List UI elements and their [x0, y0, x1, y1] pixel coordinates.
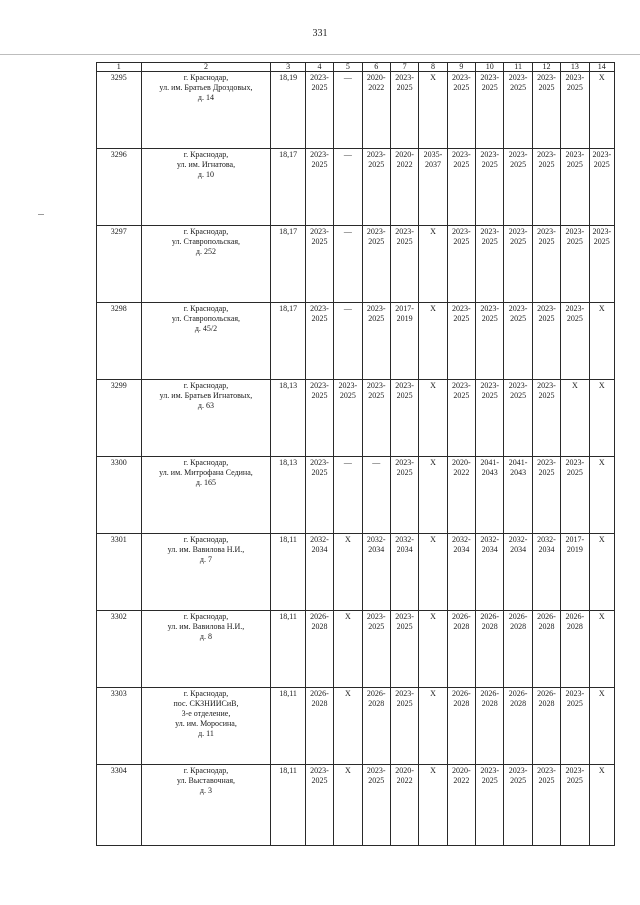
period-cell: —	[334, 149, 362, 226]
period-cell: X	[589, 72, 614, 149]
period-cell: X	[419, 611, 447, 688]
address-line: г. Краснодар,	[183, 381, 229, 390]
period-cell: X	[589, 611, 614, 688]
period-cell: 2023-2025	[532, 457, 560, 534]
period-cell: 2023-2025	[532, 226, 560, 303]
table-row	[97, 457, 615, 534]
period-cell: 2023-2025	[504, 226, 532, 303]
period-cell: X	[334, 611, 362, 688]
record-number: 3302	[97, 611, 142, 688]
period-cell: 2023-2025	[476, 226, 504, 303]
period-cell: 2017-2019	[390, 303, 418, 380]
period-cell: 2026-2028	[532, 688, 560, 765]
period-cell: 2023-2025	[390, 72, 418, 149]
period-cell: 2032-2034	[305, 534, 333, 611]
period-cell: X	[334, 688, 362, 765]
column-number: 8	[419, 63, 447, 72]
record-number: 3304	[97, 765, 142, 846]
period-cell: 2032-2034	[532, 534, 560, 611]
address-cell	[141, 688, 271, 765]
period-cell: —	[362, 457, 390, 534]
period-cell: 2023-2025	[362, 303, 390, 380]
period-cell: 2026-2028	[504, 688, 532, 765]
column-number: 13	[561, 63, 589, 72]
column-3-value: 18,17	[271, 149, 305, 226]
address-line: ул. Ставропольская,	[171, 237, 241, 246]
address-line: д. 3	[199, 786, 212, 795]
period-cell: 2023-2025	[362, 765, 390, 846]
column-number: 6	[362, 63, 390, 72]
period-cell: 2023-2025	[362, 380, 390, 457]
column-number: 12	[532, 63, 560, 72]
period-cell: 2023-2025	[561, 303, 589, 380]
period-cell: 2032-2034	[447, 534, 475, 611]
address-line: г. Краснодар,	[183, 73, 229, 82]
period-cell: 2023-2025	[532, 303, 560, 380]
period-cell: 2023-2025	[476, 149, 504, 226]
period-cell: X	[419, 688, 447, 765]
address-line: ул. Выставочная,	[176, 776, 236, 785]
address-line: ул. им. Моросина,	[175, 719, 237, 728]
period-cell: 2023-2025	[305, 149, 333, 226]
period-cell: 2026-2028	[561, 611, 589, 688]
address-cell	[141, 380, 271, 457]
address-line: д. 8	[199, 632, 212, 641]
period-cell: 2023-2025	[589, 149, 614, 226]
period-cell: 2023-2025	[447, 72, 475, 149]
period-cell: 2023-2025	[504, 149, 532, 226]
period-cell: 2023-2025	[447, 149, 475, 226]
period-cell: X	[419, 226, 447, 303]
period-cell: 2032-2034	[362, 534, 390, 611]
period-cell: 2023-2025	[476, 303, 504, 380]
record-number: 3298	[97, 303, 142, 380]
period-cell: —	[334, 457, 362, 534]
record-number: 3299	[97, 380, 142, 457]
period-cell: X	[419, 303, 447, 380]
period-cell: 2023-2025	[334, 380, 362, 457]
period-cell: 2023-2025	[476, 72, 504, 149]
period-cell: 2026-2028	[504, 611, 532, 688]
period-cell: 2023-2025	[305, 226, 333, 303]
period-cell: X	[589, 688, 614, 765]
period-cell: X	[334, 534, 362, 611]
period-cell: 2023-2025	[447, 380, 475, 457]
address-line: г. Краснодар,	[183, 612, 229, 621]
address-line: г. Краснодар,	[183, 458, 229, 467]
column-number: 5	[334, 63, 362, 72]
period-cell: 2023-2025	[362, 149, 390, 226]
period-cell: 2023-2025	[561, 765, 589, 846]
column-number: 1	[97, 63, 142, 72]
period-cell: 2023-2025	[561, 72, 589, 149]
period-cell: 2026-2028	[447, 688, 475, 765]
address-line: д. 10	[197, 170, 214, 179]
period-cell: 2026-2028	[476, 611, 504, 688]
period-cell: 2023-2025	[305, 765, 333, 846]
period-cell: 2023-2025	[476, 765, 504, 846]
period-cell: 2023-2025	[390, 226, 418, 303]
column-number: 9	[447, 63, 475, 72]
period-cell: 2020-2022	[390, 765, 418, 846]
column-3-value: 18,11	[271, 611, 305, 688]
register-table	[96, 62, 615, 846]
period-cell: X	[589, 457, 614, 534]
address-cell	[141, 72, 271, 149]
period-cell: 2020-2022	[390, 149, 418, 226]
period-cell: —	[334, 303, 362, 380]
period-cell: 2023-2025	[532, 380, 560, 457]
period-cell: X	[334, 765, 362, 846]
period-cell: X	[419, 457, 447, 534]
address-line: ул. им. Вавилова Н.И.,	[167, 622, 245, 631]
period-cell: 2023-2025	[362, 611, 390, 688]
record-number: 3303	[97, 688, 142, 765]
address-cell	[141, 765, 271, 846]
period-cell: 2023-2025	[476, 380, 504, 457]
record-number: 3297	[97, 226, 142, 303]
table-row	[97, 688, 615, 765]
period-cell: 2023-2025	[305, 303, 333, 380]
page-number: 331	[312, 28, 328, 39]
address-line: г. Краснодар,	[183, 535, 229, 544]
period-cell: X	[419, 534, 447, 611]
period-cell: —	[334, 72, 362, 149]
address-cell	[141, 611, 271, 688]
column-3-value: 18,11	[271, 534, 305, 611]
address-cell	[141, 303, 271, 380]
period-cell: X	[561, 380, 589, 457]
column-number: 11	[504, 63, 532, 72]
period-cell: 2032-2034	[504, 534, 532, 611]
period-cell: 2023-2025	[447, 303, 475, 380]
period-cell: X	[589, 303, 614, 380]
period-cell: 2041-2043	[476, 457, 504, 534]
column-number: 10	[476, 63, 504, 72]
record-number: 3301	[97, 534, 142, 611]
period-cell: 2023-2025	[390, 380, 418, 457]
period-cell: 2023-2025	[504, 72, 532, 149]
address-line: г. Краснодар,	[183, 689, 229, 698]
address-line: д. 45/2	[194, 324, 218, 333]
period-cell: X	[419, 72, 447, 149]
address-line: г. Краснодар,	[183, 150, 229, 159]
period-cell: 2023-2025	[589, 226, 614, 303]
period-cell: 2023-2025	[305, 72, 333, 149]
address-line: пос. СКЗНИИСиВ,	[173, 699, 239, 708]
period-cell: 2023-2025	[390, 611, 418, 688]
period-cell: 2032-2034	[476, 534, 504, 611]
address-line: ул. им. Братьев Дроздовых,	[159, 83, 253, 92]
address-cell	[141, 226, 271, 303]
period-cell: 2023-2025	[447, 226, 475, 303]
period-cell: 2023-2025	[305, 380, 333, 457]
period-cell: 2020-2022	[362, 72, 390, 149]
address-line: ул. Ставропольская,	[171, 314, 241, 323]
period-cell: 2023-2025	[504, 303, 532, 380]
header-rule	[0, 54, 640, 55]
column-number: 2	[141, 63, 271, 72]
address-line: д. 252	[195, 247, 216, 256]
table-row	[97, 611, 615, 688]
period-cell: 2026-2028	[362, 688, 390, 765]
period-cell: X	[589, 380, 614, 457]
table-row	[97, 303, 615, 380]
column-number: 14	[589, 63, 614, 72]
period-cell: 2026-2028	[447, 611, 475, 688]
period-cell: 2041-2043	[504, 457, 532, 534]
address-line: д. 7	[199, 555, 212, 564]
column-3-value: 18,13	[271, 457, 305, 534]
address-line: д. 14	[197, 93, 214, 102]
column-3-value: 18,19	[271, 72, 305, 149]
period-cell: 2035-2037	[419, 149, 447, 226]
record-number: 3295	[97, 72, 142, 149]
address-line: д. 11	[198, 729, 214, 738]
period-cell: X	[589, 765, 614, 846]
address-line: ул. им. Братьев Игнатовых,	[159, 391, 253, 400]
column-3-value: 18,17	[271, 226, 305, 303]
column-number: 7	[390, 63, 418, 72]
period-cell: 2023-2025	[532, 149, 560, 226]
period-cell: 2023-2025	[504, 380, 532, 457]
table-row	[97, 380, 615, 457]
table-row	[97, 72, 615, 149]
address-line: г. Краснодар,	[183, 304, 229, 313]
column-3-value: 18,17	[271, 303, 305, 380]
period-cell: 2026-2028	[476, 688, 504, 765]
address-line: 3-е отделение,	[181, 709, 231, 718]
address-line: ул. им. Вавилова Н.И.,	[167, 545, 245, 554]
address-line: г. Краснодар,	[183, 227, 229, 236]
period-cell: 2023-2025	[561, 149, 589, 226]
period-cell: —	[334, 226, 362, 303]
column-number: 4	[305, 63, 333, 72]
period-cell: 2020-2022	[447, 765, 475, 846]
table-row	[97, 765, 615, 846]
period-cell: 2023-2025	[305, 457, 333, 534]
period-cell: 2023-2025	[532, 765, 560, 846]
period-cell: 2026-2028	[305, 688, 333, 765]
period-cell: 2023-2025	[561, 226, 589, 303]
address-cell	[141, 457, 271, 534]
column-3-value: 18,13	[271, 380, 305, 457]
table-row	[97, 534, 615, 611]
period-cell: 2023-2025	[561, 457, 589, 534]
period-cell: 2032-2034	[390, 534, 418, 611]
address-line: д. 63	[197, 401, 214, 410]
period-cell: 2023-2025	[532, 72, 560, 149]
column-3-value: 18,11	[271, 688, 305, 765]
period-cell: 2023-2025	[390, 688, 418, 765]
period-cell: X	[419, 765, 447, 846]
address-line: ул. им. Игнатова,	[176, 160, 236, 169]
period-cell: X	[589, 534, 614, 611]
table-row	[97, 226, 615, 303]
period-cell: X	[419, 380, 447, 457]
address-cell	[141, 149, 271, 226]
column-3-value: 18,11	[271, 765, 305, 846]
period-cell: 2023-2025	[561, 688, 589, 765]
address-line: г. Краснодар,	[183, 766, 229, 775]
margin-mark	[38, 214, 44, 215]
address-line: ул. им. Митрофана Седина,	[159, 468, 253, 477]
period-cell: 2026-2028	[305, 611, 333, 688]
period-cell: 2026-2028	[532, 611, 560, 688]
period-cell: 2020-2022	[447, 457, 475, 534]
record-number: 3300	[97, 457, 142, 534]
record-number: 3296	[97, 149, 142, 226]
column-number-row	[97, 63, 615, 72]
period-cell: 2023-2025	[390, 457, 418, 534]
period-cell: 2023-2025	[504, 765, 532, 846]
period-cell: 2017-2019	[561, 534, 589, 611]
column-number: 3	[271, 63, 305, 72]
address-line: д. 165	[195, 478, 216, 487]
table-row	[97, 149, 615, 226]
period-cell: 2023-2025	[362, 226, 390, 303]
address-cell	[141, 534, 271, 611]
